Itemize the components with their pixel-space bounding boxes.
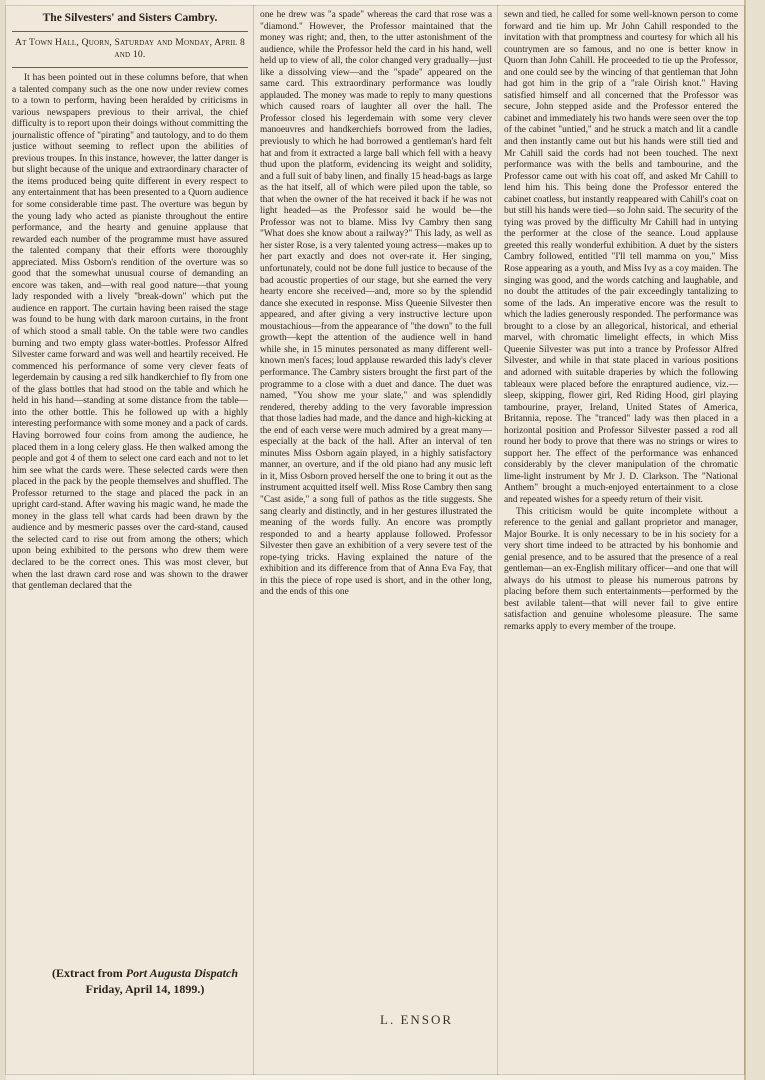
citation-prefix: (Extract from — [52, 966, 126, 980]
column-1-paragraph: It has been pointed out in these columns before, that when a talented company such as the one now under review comes to a town to perform, having been heralded by criticisms in various newspapers previous to their arrival, the chief difficulty is to report upon their doings without committing the journalistic offence of "pirating" and tautology, and to do them justice without seeming to reflect upon the abilities of previous troupes. In this instance, however, the latter danger is but slight because of the unique and extraordinary character of the items produced being quite different in every respect to any entertainment that has been presented to a Quorn audience for some considerable time past. The overture was begun by the young lady who acted as pianiste throughout the entire performance, and the hearty and genuine applause that rewarded each number of the programme must have assured the talented company that their efforts were thoroughly appreciated. Miss Osborn's rendition of the overture was so good that the somewhat unusual course of demanding an encore was taken, and—with real good nature—that young lady responded with a lively "break-down" which put the audience en rapport. The curtain having been raised the stage was found to be hung with dark maroon curtains, in the front of which stood a small table. On the table were two candles burning and two empty glass water-bottles. Professor Alfred Silvester came forward and was well and heartily received. He commenced his performance of some very clever feats of legerdemain by causing a red silk handkerchief to fly from one of the glass bottles that had stood on the table and which he held in his hand—standing at some distance from the table—into the other bottle. This he followed up with a highly interesting performance with some money and a pack of cards. Having borrowed four coins from among the audience, he placed them in a long celery glass. He then walked among the people and got 4 of them to select one card each and not to let him see what the cards were. These selected cards were then placed in the pack by the people themselves and shuffled. The Professor returned to the stage and placed the pack in an upright card-stand. After waving his magic wand, he made the money in the glass tell what cards had been drawn by the audience and by mesmeric passes over the card-stand, caused the selected card to rise out from among the others; which upon being exhibited to the persons who drew them were declared to be the correct ones. This was most clever, but when the last drawn card rose and was shown to the drawer that gentleman declared that the — [12, 73, 248, 592]
citation-date: Friday, April 14, 1899.) — [85, 982, 205, 996]
article-column-3 — [504, 10, 738, 1044]
column-3-paragraph-1: sewn and tied, he called for some well-known person to come forward and tie him up. Mr John Cahill responded to the invitation with that promptness and courtesy for which all his countrymen are so famous, and no one is better know in Quorn than John Cahill. He proceeded to tie up the Professor, and one could see by the wincing of that gentleman that John had got him in the grip of a "rale Oirish knot." Having satisfied himself and all concerned that the Professor was secure, John stepped aside and the Professor entered the cabinet and immediately his two hands were seen over the top of the cabinet "untied," and he struck a match and lit a candle and then instantly came out but his hands were still tied and Mr Cahill said the cords had not been touched. The next performance was with the bells and tambourine, and the Professor came out with his coat off, and asked Mr Cahill to lend him his. This being done the Professor entered the cabinet coatless, but instantly reappeared with Cahill's coat on but still his hands were tied—so John said. The security of the tying was proved by the difficulty Mr Cahill had in untying the performer at the close of the seance. Loud applause greeted this really wonderful exhibition. A duet by the sisters Cambry followed, entitled "I'll tell mamma on you," Miss Rose appearing as a youth, and Miss Ivy as a coy maiden. The singing was good, and the words catching and laughable, and no doubt the attitudes of the pair exceedingly tantalizing to some of the lads. An imperative encore was the result to which the ladies generously responded. The performance was brought to a close by an allegorical, historical, and etherial marvel, with chromatic limelight effects, in which Miss Queenie Silvester was put into a trance by Professor Alfred Silvester, and while in that state placed in various positions and adorned with suitable draperies by which the following tableaux were placed before the enraptured audience, viz.—sleep, skipping, flower girl, Red Riding Hood, girl playing tambourine, prayer, Ireland, United States of America, Britannia, repose. The "tranced" lady was then placed in a horizontal position and Professor Silvester passed a rod all round her body to prove that there was no strings or wires to support her. The effect of the performance was enhanced considerably by the clever manipulation of the chromatic lime-light instrument by Mr J. D. Clarkson. The "National Anthem" brought a much-enjoyed entertainment to a close and repeated wishes for a speedy return of their visit. — [504, 10, 738, 505]
column-2-paragraph: one he drew was "a spade" whereas the card that rose was a "diamond." However, the Professor maintained that the money was right; and, then, to the utter astonishment of the audience, while the Professor held the card in his hand, well held up to view of all, the color changed very gradually—just like a dissolving view—and the "spade" appeared on the same card. This extraordinary performance was loudly applauded. The money was made to reply to many questions which caused roars of laughter all over the hall. The Professor closed his legerdemain with some very clever manoeuvres and handkerchiefs borrowed from the ladies, previously to which he had borrowed a gentleman's hard felt hat and from it extracted a large ball which fell with a heavy thud upon the platform, evidencing its weight and solidity, and a full suit of baby linen, and finally 15 head-bags as large as the hat itself, all of which were piled upon the table, so that when the owner of the hat received it back if he was not light headed—as the Professor said he would be—the Professor was not to blame. Miss Ivy Cambry then sang "What does she know about a railway?" This lady, as well as her sister Rose, is a very talented young actress—makes up to her part exactly and does not over-rate it. Her singing, unfortunately, could not be done full justice to because of the bad acoustic properties of our stage, but she earned the very hearty encore she received—and, more so by the splendid dance she executed in response. Miss Queenie Silvester then appeared, and after giving a very instructive lecture upon moustachious—from the appearance of "the down" to the full growth—kept the attention of the audience well in hand while she, in 15 minutes personated as many different well-known men's faces; loud applause rewarded this lady's clever performance. The Cambry sisters brought the first part of the programme to a close with a duet and dance. The duet was named, "You show me your slate," and was splendidly rendered, thereby adding to the very favorable impression that those ladies had made, and the dance and high-kicking at the end of each verse were much admired by a great many—especially at the back of the hall. After an interval of ten minutes Miss Osborn again played, in a highly satisfactory manner, an overture, and if the old piano had any music left in it, Miss Osborn proved herself the one to bring it out as the instrument acquitted itself well. Miss Rose Cambry then sang "Cast aside," a song full of pathos as the title suggests. She sang clearly and distinctly, and in her gestures illustrated the meaning of the words fully. An encore was promptly responded to and a hearty applause followed. Professor Silvester then gave an exhibition of a very severe test of the rope-tying tricks. Having explained the nature of the exhibition and its difference from that of Anna Eva Fay, that in this the piece of rope used is short, and in the other long, and the ends of this one — [260, 10, 492, 598]
citation-source: Port Augusta Dispatch — [125, 966, 238, 980]
article-dateline: At Town Hall, Quorn, Saturday and Monday, April 8 and 10. — [15, 37, 245, 60]
dateline-rule — [12, 67, 248, 68]
article-headline: The Silvesters' and Sisters Cambry. — [42, 12, 218, 24]
signature-label: L. ENSOR — [380, 1012, 454, 1027]
article-column-2 — [260, 10, 492, 956]
page-right-edge — [744, 0, 765, 1080]
column-3-paragraph-2: This criticism would be quite incomplete without a reference to the genial and gallant proprietor and manager, Major Bourke. It is only necessary to be in his society for a very short time indeed to be attracted by his bonhomie and genial presence, and to be assured that the presence of a real gentleman—an ex-English military officer—and one that will always do his utmost to please his numerous patrons by placing before them such entertainments—performed by the best avilable talent—that will never fail to give entire satisfaction and genuine wholesome pleasure. The same remarks apply to every member of the troupe. — [504, 506, 738, 632]
citation-line-1 — [20, 965, 270, 981]
clipping-column-3 — [498, 6, 744, 1074]
source-citation — [20, 965, 270, 1031]
clipping-column-2 — [254, 6, 498, 1074]
article-column-1 — [12, 10, 248, 956]
headline-rule — [12, 31, 248, 32]
clipping-column-1 — [6, 6, 254, 1074]
